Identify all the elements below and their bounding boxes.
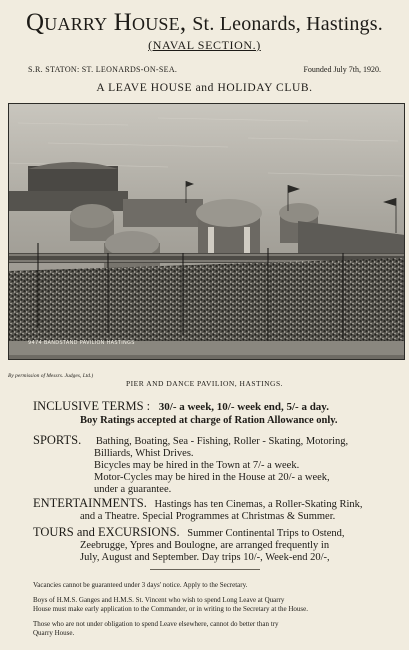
divider-rule: [150, 569, 260, 570]
photo-inscription: 9474 BANDSTAND PAVILION HASTINGS: [28, 340, 135, 346]
dome-main: [196, 199, 262, 227]
dome-left: [70, 204, 114, 228]
terms-boy-ratings: Boy Ratings accepted at charge of Ration Allowance only.: [80, 415, 338, 426]
tagline: A LEAVE HOUSE and HOLIDAY CLUB.: [96, 82, 313, 94]
terms-heading: INCLUSIVE TERMS :: [33, 399, 151, 413]
terms-prices: 30/- a week, 10/- week end, 5/- a day.: [158, 401, 329, 413]
photo-credit: By permission of Messrs. Judges, Ltd.): [8, 373, 94, 379]
photo-drawing: [8, 103, 405, 360]
tours-heading: TOURS and EXCURSIONS.: [33, 525, 180, 539]
entertainments-text: Hastings has ten Cinemas, a Roller-Skating Rink,: [154, 499, 363, 510]
sports-heading: SPORTS.: [33, 433, 82, 447]
sports-bicycles: Bicycles may be hired in the Town at 7/- a week.: [94, 460, 300, 471]
photo-caption: PIER AND DANCE PAVILION, HASTINGS.: [125, 379, 283, 388]
pier-building-left: [28, 166, 118, 194]
section-text: (NAVAL SECTION.): [148, 38, 261, 52]
title-rest: St. Leonards, Hastings.: [192, 13, 383, 35]
terms-line: [33, 400, 329, 414]
pier-photograph: [8, 103, 405, 360]
note-obligation-1: Those who are not under obligation to spend Leave elsewhere, cannot do better than try: [33, 620, 279, 628]
sports-line-2: Billiards, Whist Drives.: [94, 448, 194, 459]
dome-right: [279, 203, 319, 223]
sports-line: [33, 434, 348, 448]
station-line: S.R. STATON: ST. LEONARDS-ON-SEA.: [28, 65, 178, 74]
founded-line: Founded July 7th, 1920.: [303, 65, 381, 74]
note-boys-2: House must make early application to the Commander, or in writing to the Secretary at the House.: [33, 605, 308, 613]
tours-line-3: July, August and September. Day trips 10/-, Week-end 20/-,: [80, 552, 330, 563]
sports-guarantee: under a guarantee.: [94, 484, 172, 495]
section-subtitle: [0, 38, 409, 53]
note-obligation-2: Quarry House.: [33, 629, 75, 637]
tours-line: [33, 526, 345, 540]
note-vacancies: Vacancies cannot be guaranteed under 3 days' notice. Apply to the Secretary.: [33, 581, 248, 589]
sports-motorcycles: Motor-Cycles may be hired in the House at 20/- a week,: [94, 472, 330, 483]
entertainments-line: [33, 497, 363, 511]
note-boys-1: Boys of H.M.S. Ganges and H.M.S. St. Vincent who wish to spend Long Leave at Quarry: [33, 596, 285, 604]
document-title: [0, 10, 409, 37]
title-main: Quarry House,: [26, 9, 187, 36]
entertainments-line-2: and a Theatre. Special Programmes at Christmas & Summer.: [80, 511, 336, 522]
tours-text: Summer Continental Trips to Ostend,: [187, 528, 345, 539]
sports-list: Bathing, Boating, Sea - Fishing, Roller - Skating, Motoring,: [95, 436, 349, 447]
entertainments-heading: ENTERTAINMENTS.: [33, 496, 147, 510]
crowd: [8, 258, 405, 353]
tours-line-2: Zeebrugge, Ypres and Boulogne, are arranged frequently in: [80, 540, 330, 551]
